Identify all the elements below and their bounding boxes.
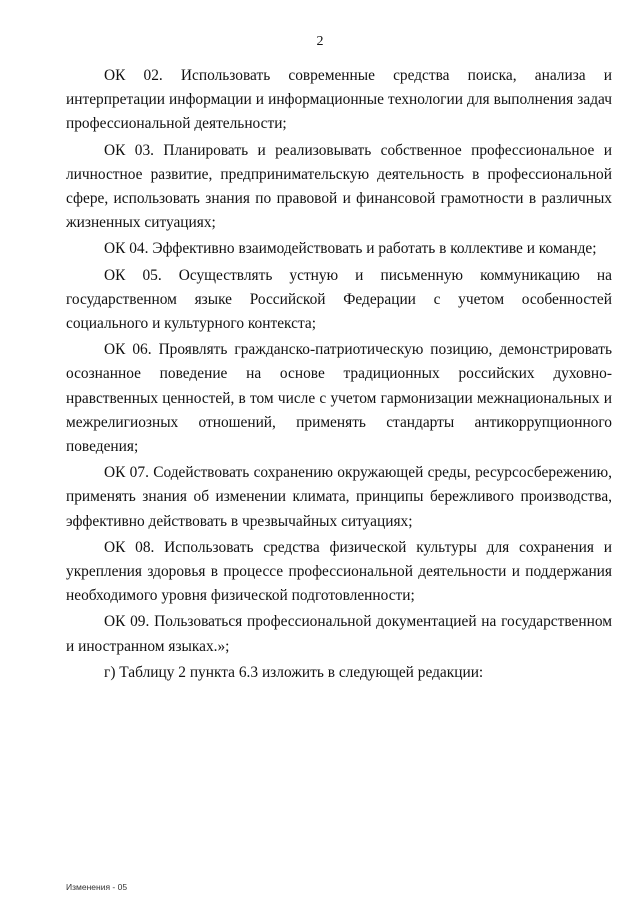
page-number: 2 bbox=[316, 34, 324, 49]
paragraph-table-2-amendment: г) Таблицу 2 пункта 6.3 изложить в следующей редакции: bbox=[104, 663, 484, 681]
paragraph-ok-06: ОК 06. Проявлять гражданско-патриотическую позицию, демонстрировать осознанное поведение на основе традиционных российских духовно-нравственных ценностей, в том числе с учетом гармонизации межнациональных и межрелигиозных отношений, применять стандарты антикоррупционного поведения; bbox=[66, 341, 612, 456]
paragraph-ok-09: ОК 09. Пользоваться профессиональной документацией на государственном и иностранном языках.»; bbox=[66, 613, 612, 655]
paragraph-ok-04: ОК 04. Эффективно взаимодействовать и работать в коллективе и команде; bbox=[104, 240, 597, 258]
paragraph-ok-07: ОК 07. Содействовать сохранению окружающей среды, ресурсосбережению, применять знания об изменении климата, принципы бережливого производства, эффективно действовать в чрезвычайных ситуациях; bbox=[66, 464, 612, 530]
paragraph-ok-08: ОК 08. Использовать средства физической культуры для сохранения и укрепления здоровья в процессе профессиональной деятельности и поддержания необходимого уровня физической подготовленности; bbox=[66, 538, 612, 605]
paragraph-ok-05: ОК 05. Осуществлять устную и письменную коммуникацию на государственном языке Российской Федерации с учетом особенностей социального и культурного контекста; bbox=[66, 266, 612, 333]
paragraph-ok-02: ОК 02. Использовать современные средства поиска, анализа и интерпретации информации и информационные технологии для выполнения задач профессиональной деятельности; bbox=[66, 67, 612, 133]
footer-note: Изменения - 05 bbox=[66, 882, 128, 892]
paragraph-ok-03: ОК 03. Планировать и реализовывать собственное профессиональное и личностное развитие, предпринимательскую деятельность в профессиональной сфере, использовать знания по правовой и финансовой грамотности в различных жизненных ситуациях; bbox=[66, 141, 612, 232]
document-body bbox=[66, 64, 612, 687]
